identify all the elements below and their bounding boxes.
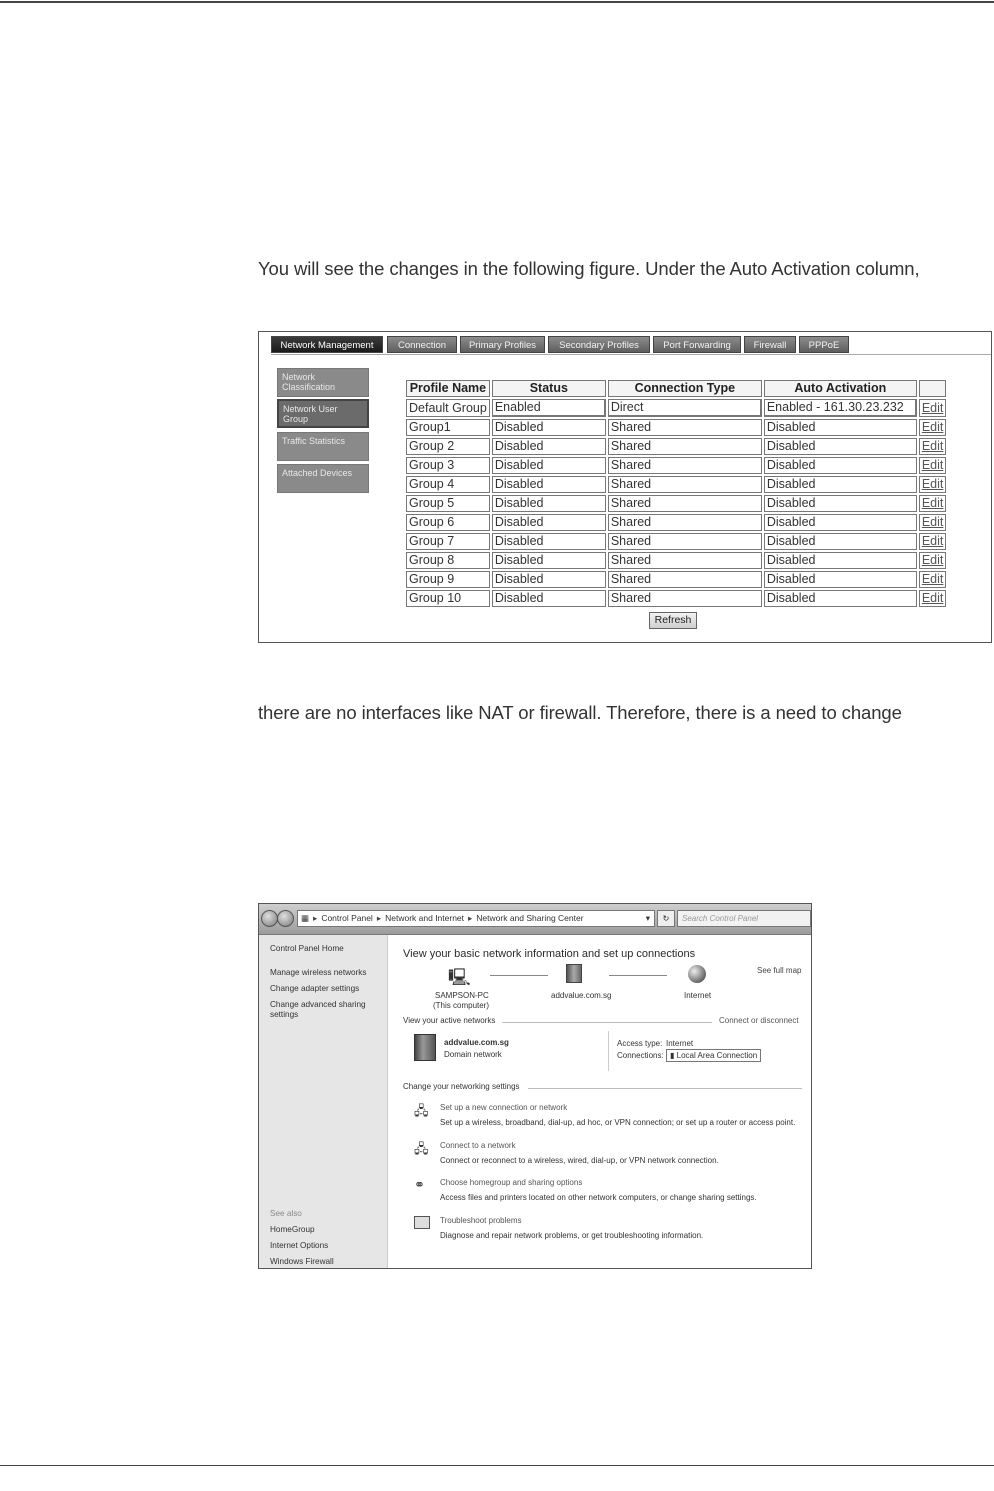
connection-type-cell: Shared <box>608 457 762 474</box>
status-cell: Disabled <box>492 438 606 455</box>
breadcrumb-network-internet[interactable]: Network and Internet <box>385 913 465 923</box>
table-row <box>406 571 946 588</box>
sidebar-item-network-user-group[interactable]: Network User Group <box>277 399 369 428</box>
auto-activation-cell: Enabled - 161.30.23.232 <box>764 399 917 417</box>
status-cell: Disabled <box>492 552 606 569</box>
task-troubleshoot-link[interactable]: Troubleshoot problems <box>440 1216 522 1225</box>
map-label-computer-sub: (This computer) <box>433 1001 490 1010</box>
table-row <box>406 419 946 436</box>
table-header-row <box>406 380 946 397</box>
connect-disconnect-link[interactable]: Connect or disconnect <box>719 1016 799 1025</box>
col-header-profile-name: Profile Name <box>406 380 490 397</box>
map-link-2 <box>609 975 667 976</box>
edit-link[interactable]: Edit <box>919 514 947 531</box>
bottom-rule <box>0 1465 994 1466</box>
router-admin-figure <box>258 331 992 643</box>
edit-link[interactable]: Edit <box>919 590 947 607</box>
change-adapter-link[interactable]: Change adapter settings <box>270 984 360 993</box>
edit-link[interactable]: Edit <box>919 438 947 455</box>
auto-activation-cell: Disabled <box>764 419 917 436</box>
homegroup-link[interactable]: HomeGroup <box>270 1225 315 1234</box>
col-header-status: Status <box>492 380 606 397</box>
address-bar <box>259 904 811 935</box>
task-new-connection-link[interactable]: Set up a new connection or network <box>440 1103 568 1112</box>
page-title: View your basic network information and set up connections <box>403 948 696 960</box>
auto-activation-cell: Disabled <box>764 571 917 588</box>
body-text-bottom: there are no interfaces like NAT or firewall. Therefore, there is a need to change <box>258 702 902 723</box>
edit-link[interactable]: Edit <box>919 457 947 474</box>
divider-change <box>528 1088 802 1089</box>
col-header-connection-type: Connection Type <box>608 380 762 397</box>
sidebar-item-traffic-statistics[interactable]: Traffic Statistics <box>277 432 369 461</box>
profile-name-cell: Group 2 <box>406 438 490 455</box>
connection-type-cell: Shared <box>608 533 762 550</box>
breadcrumb-control-panel[interactable]: Control Panel <box>321 913 373 923</box>
change-sharing-link[interactable]: Change advanced sharing settings <box>270 1000 366 1019</box>
profile-name-cell: Group 6 <box>406 514 490 531</box>
auto-activation-cell: Disabled <box>764 495 917 512</box>
refresh-button[interactable]: Refresh <box>649 612 697 629</box>
table-row <box>406 399 946 417</box>
domain-icon <box>566 964 582 983</box>
connection-link-label: Local Area Connection <box>676 1051 758 1060</box>
tab-port-forwarding[interactable]: Port Forwarding <box>653 336 741 353</box>
windows-firewall-link[interactable]: Windows Firewall <box>270 1257 334 1266</box>
tab-secondary-profiles[interactable]: Secondary Profiles <box>548 336 650 353</box>
tab-connection[interactable]: Connection <box>387 336 457 353</box>
chevron-down-icon[interactable]: ▾ <box>645 913 650 923</box>
task-connect-link[interactable]: Connect to a network <box>440 1141 516 1150</box>
network-type: Domain network <box>444 1050 502 1059</box>
forward-button[interactable] <box>277 910 294 927</box>
tab-firewall[interactable]: Firewall <box>744 336 796 353</box>
building-icon <box>414 1034 436 1061</box>
task-homegroup-desc: Access files and printers located on other network computers, or change sharing settings. <box>440 1193 757 1202</box>
connection-link[interactable] <box>666 1049 761 1062</box>
edit-link[interactable]: Edit <box>919 399 947 417</box>
back-button[interactable] <box>261 910 278 927</box>
profile-name-cell: Group 3 <box>406 457 490 474</box>
globe-icon <box>688 965 706 983</box>
edit-link[interactable]: Edit <box>919 552 947 569</box>
auto-activation-cell: Disabled <box>764 476 917 493</box>
col-header-edit <box>919 380 947 397</box>
manage-wireless-link[interactable]: Manage wireless networks <box>270 968 367 977</box>
control-panel-home-link[interactable]: Control Panel Home <box>270 944 344 953</box>
col-header-auto-activation: Auto Activation <box>764 380 917 397</box>
task-troubleshoot-desc: Diagnose and repair network problems, or get troubleshooting information. <box>440 1231 704 1240</box>
left-task-pane <box>259 935 388 1269</box>
change-settings-label: Change your networking settings <box>403 1082 520 1091</box>
auto-activation-cell: Disabled <box>764 438 917 455</box>
table-row <box>406 590 946 607</box>
profile-name-cell: Group 8 <box>406 552 490 569</box>
table-row <box>406 514 946 531</box>
connection-type-cell: Shared <box>608 590 762 607</box>
refresh-icon[interactable]: ↻ <box>657 910 675 927</box>
auto-activation-cell: Disabled <box>764 457 917 474</box>
status-cell: Disabled <box>492 495 606 512</box>
top-rule <box>0 1 994 3</box>
access-type-label: Access type: <box>617 1039 663 1048</box>
status-cell: Disabled <box>492 514 606 531</box>
status-cell: Disabled <box>492 476 606 493</box>
breadcrumb-sharing-center[interactable]: Network and Sharing Center <box>476 913 584 923</box>
status-cell: Disabled <box>492 419 606 436</box>
auto-activation-cell: Disabled <box>764 514 917 531</box>
table-row <box>406 476 946 493</box>
breadcrumb[interactable]: ▦ ▸ Control Panel ▸ Network and Internet ▸ Network and Sharing Center ▾ <box>297 910 655 927</box>
auto-activation-cell: Disabled <box>764 590 917 607</box>
edit-link[interactable]: Edit <box>919 495 947 512</box>
profile-table <box>404 378 948 609</box>
search-input[interactable]: Search Control Panel <box>677 910 811 927</box>
profile-name-cell: Group 5 <box>406 495 490 512</box>
profile-name-cell: Group 10 <box>406 590 490 607</box>
sidebar-item-attached-devices[interactable]: Attached Devices <box>277 464 369 493</box>
connection-type-cell: Shared <box>608 571 762 588</box>
connection-type-cell: Shared <box>608 514 762 531</box>
body-text-top: You will see the changes in the following figure. Under the Auto Activation column, <box>258 258 920 279</box>
task-connect-desc: Connect or reconnect to a wireless, wired, dial-up, or VPN network connection. <box>440 1156 719 1165</box>
auto-activation-cell: Disabled <box>764 533 917 550</box>
status-cell: Enabled <box>492 399 606 417</box>
edit-link[interactable]: Edit <box>919 419 947 436</box>
see-also-label: See also <box>270 1209 302 1218</box>
map-label-domain[interactable]: addvalue.com.sg <box>551 991 612 1000</box>
profile-name-cell: Group 4 <box>406 476 490 493</box>
new-connection-icon: 🖧 <box>414 1103 429 1118</box>
troubleshoot-icon <box>414 1216 430 1229</box>
connection-type-cell: Shared <box>608 419 762 436</box>
profile-name-cell: Group1 <box>406 419 490 436</box>
tab-primary-profiles[interactable]: Primary Profiles <box>460 336 545 353</box>
active-networks-label: View your active networks <box>403 1016 496 1025</box>
connection-type-cell: Direct <box>608 399 762 417</box>
network-sharing-center-figure <box>258 903 812 1269</box>
access-type-value: Internet <box>666 1039 694 1048</box>
connection-type-cell: Shared <box>608 552 762 569</box>
profile-name-cell: Group 7 <box>406 533 490 550</box>
ethernet-icon: ▮ <box>670 1051 675 1060</box>
tab-network-management[interactable]: Network Management <box>271 336 383 353</box>
network-name: addvalue.com.sg <box>444 1038 509 1047</box>
connection-type-cell: Shared <box>608 476 762 493</box>
connection-type-cell: Shared <box>608 438 762 455</box>
map-link-1 <box>490 975 548 976</box>
profile-name-cell: Default Group <box>406 399 490 417</box>
vertical-divider <box>608 1031 609 1071</box>
map-label-internet[interactable]: Internet <box>684 991 712 1000</box>
connect-network-icon: 🖧 <box>414 1141 429 1156</box>
profile-name-cell: Group 9 <box>406 571 490 588</box>
edit-link[interactable]: Edit <box>919 476 947 493</box>
connection-type-cell: Shared <box>608 495 762 512</box>
connections-label: Connections: <box>617 1051 664 1060</box>
internet-options-link[interactable]: Internet Options <box>270 1241 329 1250</box>
status-cell: Disabled <box>492 571 606 588</box>
table-row <box>406 533 946 550</box>
sidebar-item-network-classification[interactable]: Network Classification <box>277 368 369 397</box>
tab-pppoe[interactable]: PPPoE <box>799 336 849 353</box>
computer-icon: 🖳 <box>448 968 471 987</box>
table-row <box>406 495 946 512</box>
main-content <box>388 935 811 1269</box>
control-panel-icon: ▦ <box>301 913 310 923</box>
edit-link[interactable]: Edit <box>919 571 947 588</box>
table-row <box>406 552 946 569</box>
router-tab-bar <box>271 336 991 355</box>
status-cell: Disabled <box>492 533 606 550</box>
auto-activation-cell: Disabled <box>764 552 917 569</box>
task-new-connection-desc: Set up a wireless, broadband, dial-up, ad hoc, or VPN connection; or set up a router or access point. <box>440 1118 796 1127</box>
status-cell: Disabled <box>492 590 606 607</box>
table-row <box>406 457 946 474</box>
homegroup-icon: ⚭ <box>414 1177 425 1192</box>
map-label-computer[interactable]: SAMPSON-PC <box>435 991 489 1000</box>
table-row <box>406 438 946 455</box>
edit-link[interactable]: Edit <box>919 533 947 550</box>
task-homegroup-link[interactable]: Choose homegroup and sharing options <box>440 1178 583 1187</box>
see-full-map-link[interactable]: See full map <box>757 966 802 975</box>
status-cell: Disabled <box>492 457 606 474</box>
divider-active <box>502 1022 712 1023</box>
